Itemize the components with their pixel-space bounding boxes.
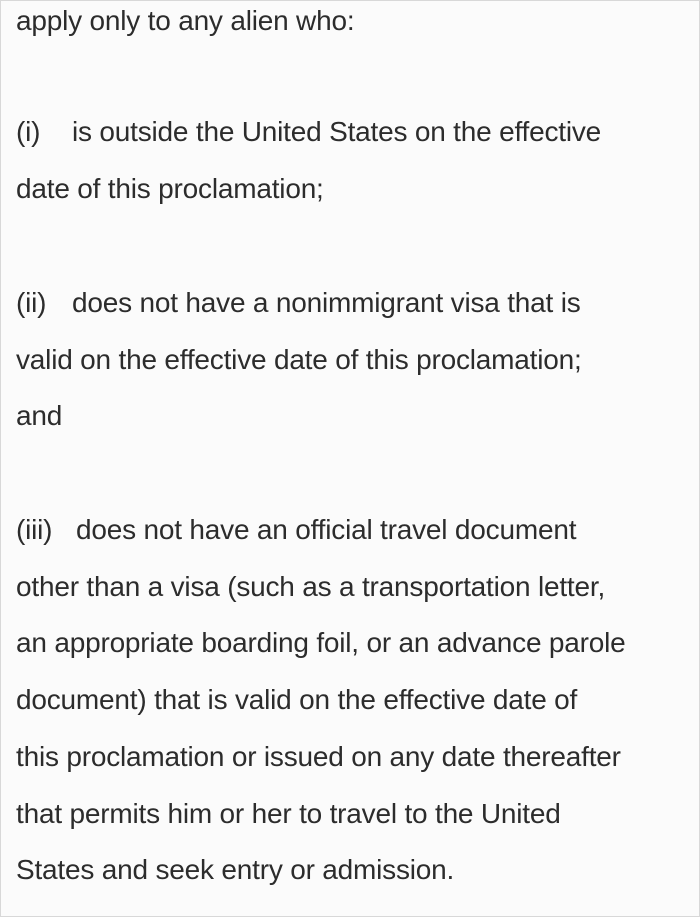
clause-iii-line-3: an appropriate boarding foil, or an advance parole (16, 627, 626, 658)
clause-iii-line-4: document) that is valid on the effective date of (16, 684, 578, 715)
clause-iii-line-1 (16, 510, 576, 550)
clause-i-line-1 (16, 112, 601, 152)
intro-line: apply only to any alien who: (16, 5, 355, 36)
clause-iii-line-2: other than a visa (such as a transportation letter, (16, 571, 606, 602)
clause-i-text-1: is outside the United States on the effective (72, 116, 602, 147)
clause-iii-line-7: States and seek entry or admission. (16, 854, 455, 885)
clause-i-line-2: date of this proclamation; (16, 173, 324, 204)
clause-ii-line-1 (16, 283, 581, 323)
clause-ii-line-2: valid on the effective date of this proclamation; (16, 344, 582, 375)
clause-i-marker: (i) (16, 116, 41, 147)
clause-ii-line-3: and (16, 400, 63, 431)
clause-iii-text-1: does not have an official travel document (76, 514, 577, 545)
clause-iii-line-5: this proclamation or issued on any date thereafter (16, 741, 621, 772)
clause-ii-marker: (ii) (16, 287, 47, 318)
clause-ii-text-1: does not have a nonimmigrant visa that is (72, 287, 581, 318)
clause-iii-line-6: that permits him or her to travel to the United (16, 798, 561, 829)
clause-iii-marker: (iii) (16, 514, 53, 545)
